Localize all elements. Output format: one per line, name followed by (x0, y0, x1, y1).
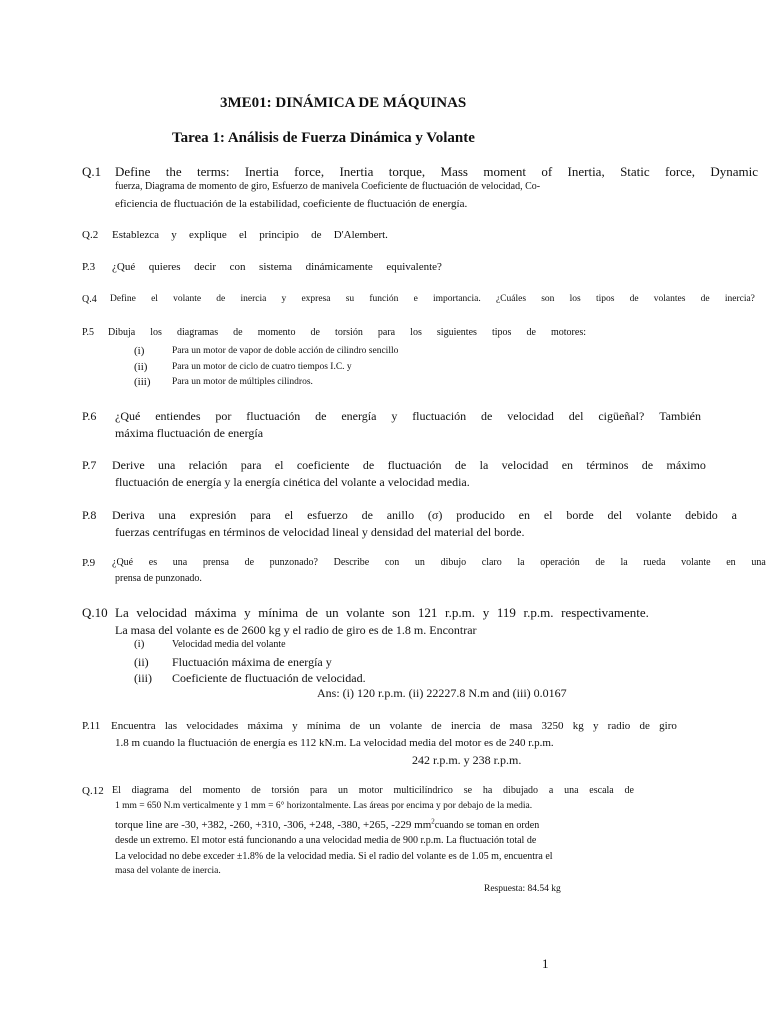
question-text-line: desde un extremo. El motor está funcionando a una velocidad media de 900 r.p.m. La fluctuación total de (115, 835, 537, 846)
question-word: un (369, 720, 381, 732)
question-word: sistema (259, 261, 293, 273)
question-number: Q.10 (82, 605, 108, 620)
question-word: Inertia (339, 164, 374, 179)
question-word: mínima (258, 605, 298, 620)
question-word: y (171, 229, 177, 241)
question-word: términos (586, 458, 629, 472)
question-number: P.9 (82, 557, 96, 569)
question-word: velocidades (186, 720, 239, 732)
question-word: escala (589, 785, 614, 796)
question-number: P.6 (82, 409, 97, 423)
question-text-line (111, 720, 677, 732)
question-word: mínima (306, 720, 341, 732)
question-word: de (361, 508, 373, 522)
question-word: de (251, 785, 261, 796)
question-word: para (250, 508, 271, 522)
question-word: y (391, 409, 398, 423)
question-word: y (244, 605, 251, 620)
question-word: de (639, 720, 650, 732)
question-word: expresa (301, 294, 331, 304)
question-word: un (325, 605, 339, 620)
question-word: producido (456, 508, 505, 522)
question-word: Deriva (112, 508, 145, 522)
question-word: coeficiente (296, 458, 350, 472)
question-word: en (561, 458, 574, 472)
list-item-text: Fluctuación máxima de energía y (172, 655, 332, 669)
question-word: velocidad (507, 409, 554, 423)
question-text-line: prensa de punzonado. (115, 573, 202, 584)
question-word: Establezca (112, 229, 160, 241)
question-word: una (564, 785, 579, 796)
question-word: dibujado (503, 785, 539, 796)
question-word: una (172, 557, 188, 568)
question-word: de (362, 458, 375, 472)
question-word: función (369, 294, 399, 304)
question-word: volante (173, 294, 202, 304)
question-word: e (413, 294, 418, 304)
question-word: volante (389, 720, 422, 732)
question-word: D'Alembert. (333, 229, 388, 241)
question-word: la (479, 458, 489, 472)
question-word: torsión (271, 785, 300, 796)
question-word: moment (483, 164, 526, 179)
question-number: Q.4 (82, 294, 97, 305)
question-word: de (315, 409, 327, 423)
question-word: diagramas (177, 327, 219, 338)
question-word: ¿Qué (115, 409, 141, 423)
question-text-fragment: cuando se toman en orden (434, 820, 540, 831)
question-word: 3250 (541, 720, 564, 732)
question-text-line (115, 605, 649, 621)
question-word: Define (110, 294, 136, 304)
question-text-line (108, 327, 586, 338)
question-word: Inertia, (567, 164, 605, 179)
question-word: kg (572, 720, 584, 732)
question-number: P.8 (82, 508, 97, 522)
question-word: of (541, 164, 553, 179)
question-word: multicilíndrico (393, 785, 453, 796)
question-text-line (112, 557, 766, 568)
question-word: decir (194, 261, 217, 273)
question-text-line: eficiencia de fluctuación de la estabilidad, coeficiente de fluctuación de energía. (115, 198, 468, 210)
question-word: de (629, 294, 639, 304)
question-word: la (620, 557, 628, 568)
question-word: son (541, 294, 555, 304)
question-word: del (568, 409, 584, 423)
question-word: anillo (386, 508, 415, 522)
list-item-number: (ii) (134, 361, 148, 373)
question-number: P.11 (82, 720, 101, 732)
question-word: inercia? (724, 294, 755, 304)
question-word: de (454, 458, 467, 472)
question-word: r.p.m. (445, 605, 476, 620)
question-word: torque, (388, 164, 426, 179)
question-word: un (414, 557, 425, 568)
question-word: y (592, 720, 599, 732)
question-word: de (349, 720, 361, 732)
question-text-line (112, 785, 634, 796)
question-number: Q.1 (82, 164, 102, 179)
question-word: (σ) (427, 508, 443, 522)
question-word: Describe (333, 557, 370, 568)
question-word: expresión (189, 508, 237, 522)
question-word: a (548, 785, 554, 796)
question-word: máxima (194, 605, 237, 620)
list-item-text: Para un motor de ciclo de cuatro tiempos I.C. y (172, 362, 352, 372)
question-word: inercia (450, 720, 481, 732)
question-word: velocidad (136, 605, 187, 620)
question-word: por (215, 409, 232, 423)
question-word: de (310, 327, 320, 338)
question-text-line: fuerza, Diagrama de momento de giro, Esfuerzo de manivela Coeficiente de fluctuación de velocidad, Co- (115, 181, 541, 192)
question-number: P.5 (82, 327, 94, 338)
question-text-fragment: torque line are -30, +382, -260, +310, -306, +248, -380, +265, -229 mm (115, 819, 432, 831)
question-word: ¿Qué (112, 557, 134, 568)
list-item-text: Velocidad media del volante (172, 639, 286, 650)
question-word: motores: (551, 327, 586, 338)
question-word: r.p.m. (523, 605, 554, 620)
question-word: force, (665, 164, 695, 179)
question-word: borde (566, 508, 594, 522)
question-number: P.7 (82, 458, 97, 472)
question-word: de (311, 229, 322, 241)
question-text-line: máxima fluctuación de energía (115, 426, 264, 440)
question-text-line (112, 261, 442, 273)
list-item-text: Para un motor de vapor de doble acción de cilindro sencillo (172, 346, 399, 356)
question-word: a (731, 508, 737, 522)
question-word: dibujo (440, 557, 467, 568)
question-word: momento (257, 327, 296, 338)
question-word: de (624, 785, 634, 796)
question-text-line: fuerzas centrífugas en términos de velocidad lineal y densidad del material del borde. (115, 525, 525, 539)
question-text-line (112, 458, 706, 473)
question-word: de (431, 720, 442, 732)
question-word: fluctuación (246, 409, 301, 423)
list-item-number: (iii) (134, 376, 151, 388)
question-word: the (165, 164, 182, 179)
question-word: su (345, 294, 355, 304)
question-text-line (115, 164, 758, 180)
question-text-line: fluctuación de energía y la energía cinética del volante a velocidad media. (115, 475, 470, 489)
question-word: las (164, 720, 178, 732)
question-word: quieres (148, 261, 181, 273)
question-number: P.3 (82, 261, 96, 273)
question-text-line: masa del volante de inercia. (115, 866, 221, 876)
question-word: ¿Cuáles (495, 294, 527, 304)
question-word: respectivamente. (561, 605, 649, 620)
question-word: torsión (335, 327, 363, 338)
question-word: momento (202, 785, 241, 796)
question-word: con (384, 557, 400, 568)
question-word: el (543, 508, 553, 522)
question-word: diagrama (131, 785, 169, 796)
question-word: con (229, 261, 246, 273)
question-word: en (518, 508, 530, 522)
question-word: para (377, 327, 396, 338)
list-item-text: Coeficiente de fluctuación de velocidad. (172, 671, 366, 685)
list-item-text: Para un motor de múltiples cilindros. (172, 377, 313, 387)
question-text-line: 1 mm = 650 N.m verticalmente y 1 mm = 6° horizontalmente. Las áreas por encima y por debajo de la media. (115, 801, 533, 811)
question-word: Dynamic (710, 164, 758, 179)
question-word: una (158, 458, 176, 472)
question-word: force, (294, 164, 325, 179)
question-word: la (517, 557, 525, 568)
question-text-line: 1.8 m cuando la fluctuación de energía es 112 kN.m. La velocidad media del motor es de 240 r.p.m. (115, 737, 554, 749)
question-text-line (115, 819, 539, 831)
question-word: una (751, 557, 766, 568)
question-word: giro (659, 720, 677, 732)
answer-text: Respuesta: 84.54 kg (484, 884, 561, 894)
question-word: y (482, 605, 490, 620)
question-word: de (700, 294, 710, 304)
answer-text: 242 r.p.m. y 238 r.p.m. (412, 753, 522, 767)
question-word: el (239, 229, 247, 241)
question-word: los (569, 294, 581, 304)
question-word: velocidad (501, 458, 549, 472)
list-item-number: (i) (134, 345, 145, 357)
list-item-number: (ii) (134, 655, 149, 669)
question-word: inercia (240, 294, 267, 304)
document-subtitle: Tarea 1: Análisis de Fuerza Dinámica y Volante (172, 130, 475, 146)
superscript: 2 (431, 817, 435, 826)
question-word: radio (607, 720, 631, 732)
question-word: es (148, 557, 158, 568)
question-word: operación (540, 557, 580, 568)
question-word: del (179, 785, 192, 796)
question-word: de (641, 458, 654, 472)
page-number: 1 (542, 956, 549, 971)
question-word: principio (259, 229, 299, 241)
question-word: Encuentra (111, 720, 156, 732)
question-word: tipos (491, 327, 512, 338)
question-word: El (112, 785, 121, 796)
question-text-line (110, 294, 755, 304)
question-word: para (310, 785, 328, 796)
question-word: fluctuación (412, 409, 467, 423)
question-text-line (115, 409, 701, 424)
question-word: en (726, 557, 736, 568)
question-word: para (240, 458, 262, 472)
answer-text: Ans: (i) 120 r.p.m. (ii) 22227.8 N.m and (iii) 0.0167 (317, 686, 567, 700)
question-word: de (233, 327, 243, 338)
question-word: y (292, 720, 298, 732)
list-item-number: (i) (134, 638, 145, 650)
question-word: También (659, 409, 701, 423)
question-word: siguientes (436, 327, 477, 338)
question-word: volante (681, 557, 711, 568)
question-word: Inertia (244, 164, 279, 179)
question-word: el (274, 458, 284, 472)
question-word: energía (341, 409, 377, 423)
question-word: Dibuja (108, 327, 136, 338)
question-word: masa (509, 720, 533, 732)
question-word: Static (620, 164, 650, 179)
question-word: La (115, 605, 129, 620)
question-word: claro (481, 557, 502, 568)
question-word: tipos (595, 294, 615, 304)
question-word: del (607, 508, 623, 522)
question-word: punzonado? (269, 557, 318, 568)
question-word: y (281, 294, 287, 304)
question-text-line: La velocidad no debe exceder ±1.8% de la velocidad media. Si el radio del volante es de 1.05 m, encuentra el (115, 851, 553, 862)
question-word: volantes (653, 294, 686, 304)
question-text-line (112, 508, 737, 523)
question-text-line (112, 229, 388, 241)
question-number: Q.12 (82, 785, 104, 797)
question-word: importancia. (433, 294, 481, 304)
list-item-number: (iii) (134, 671, 152, 685)
question-word: los (150, 327, 162, 338)
question-word: de (244, 557, 255, 568)
question-word: máximo (666, 458, 706, 472)
question-word: de (481, 409, 493, 423)
question-word: de (216, 294, 226, 304)
question-word: terms: (196, 164, 230, 179)
question-word: entiendes (155, 409, 201, 423)
question-word: de (526, 327, 536, 338)
document-title: 3ME01: DINÁMICA DE MÁQUINAS (220, 95, 467, 111)
question-word: una (158, 508, 176, 522)
question-word: un (338, 785, 349, 796)
question-word: de (595, 557, 605, 568)
question-word: 119 (496, 605, 516, 620)
question-word: 121 (417, 605, 438, 620)
question-word: dinámicamente (305, 261, 373, 273)
question-text-line: La masa del volante es de 2600 kg y el radio de giro es de 1.8 m. Encontrar (115, 623, 477, 637)
question-word: de (305, 605, 318, 620)
question-word: rueda (643, 557, 666, 568)
question-word: Mass (440, 164, 468, 179)
question-word: son (392, 605, 411, 620)
question-word: de (490, 720, 501, 732)
question-word: fluctuación (387, 458, 442, 472)
question-word: relación (188, 458, 228, 472)
question-word: ha (482, 785, 493, 796)
question-word: ¿Qué (112, 261, 136, 273)
question-word: el (151, 294, 158, 304)
question-word: Define (115, 164, 151, 179)
question-word: equivalente? (386, 261, 442, 273)
question-number: Q.2 (82, 229, 99, 241)
question-word: el (284, 508, 294, 522)
question-word: motor (358, 785, 383, 796)
question-word: Derive (112, 458, 145, 472)
question-word: explique (188, 229, 227, 241)
question-word: debido (685, 508, 718, 522)
question-word: volante (346, 605, 385, 620)
question-word: prensa (202, 557, 229, 568)
question-word: cigüeñal? (598, 409, 645, 423)
question-word: máxima (247, 720, 283, 732)
question-word: se (463, 785, 473, 796)
question-word: los (410, 327, 422, 338)
question-word: esfuerzo (307, 508, 348, 522)
question-word: volante (635, 508, 672, 522)
